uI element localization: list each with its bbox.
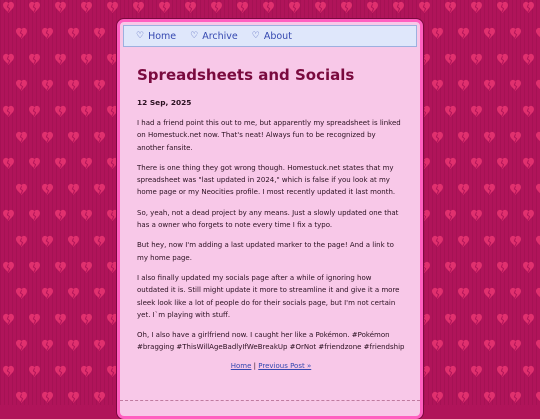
post-paragraph: There is one thing they got wrong though. Homestuck.net states that my spreadsheet was "last updated in 2024," which is false if you look at my home page or my Neocities profile. I most recently updated it last month. [137,163,396,197]
post-date: 12 Sep, 2025 [137,98,192,107]
post-paragraph: I had a friend point this out to me, but apparently my spreadsheet is linked on Homestuck.net now. That's neat! Always fun to be recognized by another fansite. [137,119,401,152]
nav-archive-label: Archive [202,30,238,42]
footer-separator: | [253,361,257,370]
top-nav [123,25,417,47]
footer-divider [120,400,420,401]
nav-home-link[interactable] [136,31,176,42]
nav-home-label: Home [148,30,177,42]
post-paragraph: I also finally updated my socials page after a while of ignoring how outdated it is. Still might update it more to streamline it and give it a more sleek look like a lot of people do for their socials page, but I'm not certain yet. I`m playing with stuff. [137,273,400,319]
footer-home-link[interactable]: Home [230,361,252,370]
post-paragraph: So, yeah, not a dead project by any means. Just a slowly updated one that has a owner who forgets to note every time I fix a typo. [137,208,399,230]
heart-outline-icon: ♡ [190,31,199,41]
post-paragraph: Oh, I also have a girlfriend now. I caught her like a Pokémon. #Pokémon #bragging #ThisWillAgeBadlyIfWeBreakUp #OrNot #friendzone #friendship [137,331,405,352]
nav-archive-link[interactable] [190,31,238,42]
post-title: Spreadsheets and Socials [137,66,355,84]
post-footer-links [137,362,405,370]
heart-outline-icon: ♡ [251,31,260,41]
nav-about-link[interactable] [252,31,292,42]
post-paragraph: But hey, now I'm adding a last updated marker to the page! And a link to my home page. [137,241,394,262]
heart-outline-icon: ♡ [136,31,145,41]
post-content [137,66,405,370]
previous-post-link[interactable]: Previous Post » [258,361,312,370]
page-panel [117,19,423,419]
nav-about-label: About [263,30,292,42]
